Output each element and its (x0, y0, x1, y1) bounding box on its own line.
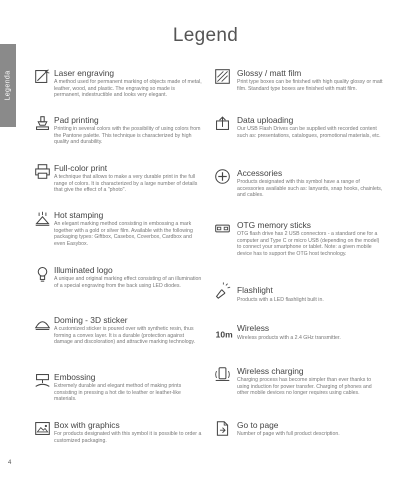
page-number: 4 (8, 460, 12, 466)
legend-entry-box-with-graphics (34, 420, 209, 454)
entry-description: Products with a LED flashlight built in. (237, 297, 324, 303)
legend-entry-glossy-matt-film (214, 68, 389, 108)
entry-description: A technique that allows to make a very durable print in the full range of colors. It is characterized by a large number of details that give the effect of a "photo". (54, 174, 198, 194)
entry-description: An elegant marking method consisting in embossing a mark together with a gold or silver film. Available with the following packaging types: Giftbox, Casebox, Coverbox, Cardbox and even Easybox. (54, 221, 193, 247)
data-uploading-icon (214, 115, 231, 132)
legend-entry-accessories (214, 168, 389, 208)
legend-entry-laser-engraving (34, 68, 209, 108)
flashlight-icon (214, 282, 231, 299)
entry-title: Flashlight (237, 285, 273, 295)
entry-title: Full-color print (54, 163, 108, 173)
entry-title: Data uploading (237, 115, 294, 125)
legend-entry-wireless (214, 323, 389, 351)
side-tab (0, 44, 16, 127)
entry-title: Go to page (237, 420, 279, 430)
entry-title: Wireless charging (237, 366, 304, 376)
legend-entry-full-color-print (34, 163, 209, 203)
legend-entry-wireless-charging (214, 366, 389, 406)
entry-description: A unique and original marking effect consisting of an illumination of a special engraving from the back using LED diodes. (54, 276, 202, 289)
doming-icon (34, 315, 51, 332)
entry-title: Pad printing (54, 115, 99, 125)
entry-description: Number of page with full product description. (237, 431, 340, 437)
side-tab-label: Legenda (4, 70, 12, 101)
laser-engraving-icon (34, 68, 51, 85)
entry-description: Our USB Flash Drives can be supplied with recorded content such as: presentations, catalogues, promotional materials, etc. (237, 126, 381, 139)
box-with-graphics-icon (34, 420, 51, 437)
glossy-matt-film-icon (214, 68, 231, 85)
illuminated-logo-icon (34, 265, 51, 282)
entry-description: Print type boxes can be finished with high quality glossy or matt film. Standard type boxes are finished with matt film. (237, 79, 383, 92)
wireless-10m-icon (214, 323, 236, 340)
pad-printing-icon (34, 115, 51, 132)
legend-entry-embossing (34, 372, 209, 412)
accessories-plus-icon (214, 168, 231, 185)
legend-entry-data-uploading (214, 115, 389, 155)
legend-entry-illuminated-logo (34, 265, 209, 305)
legend-entry-flashlight (214, 282, 389, 308)
entry-description: Charging process has become simpler than ever thanks to using induction for power transfer. Charging of phones and other mobile devices no longer requires using cables. (237, 377, 372, 397)
entry-description: OTG flash drive has 2 USB connectors - a standard one for a computer and Type C or micro USB (depending on the model) to connect your smartphone or tablet. Note: a given mobile device has to support the OTG host technology. (237, 231, 380, 257)
entry-title: Laser engraving (54, 68, 115, 78)
wireless-charging-icon (214, 366, 231, 383)
go-to-page-icon (214, 420, 231, 437)
entry-title: OTG memory sticks (237, 220, 311, 230)
legend-entry-otg-memory-sticks (214, 220, 389, 270)
entry-title: Embossing (54, 372, 96, 382)
entry-title: Hot stamping (54, 210, 104, 220)
entry-description: For products designated with this symbol it is possible to order a customized packaging. (54, 431, 202, 444)
entry-description: Extremely durable and elegant method of making prints consisting in pressing a hot die to leather or leather-like materials. (54, 383, 182, 403)
legend-entry-go-to-page (214, 420, 389, 450)
entry-description: A customized sticker is poured over with synthetic resin, thus forming a convex layer. It is a durable (protection against damage and discoloration) and attractive marking technology. (54, 326, 196, 346)
entry-title: Box with graphics (54, 420, 120, 430)
wireless-range-label: 10m (215, 329, 233, 340)
full-color-print-icon (34, 163, 51, 180)
entry-title: Wireless (237, 323, 270, 333)
entry-title: Doming - 3D sticker (54, 315, 128, 325)
entry-title: Glossy / matt film (237, 68, 302, 78)
entry-title: Accessories (237, 168, 283, 178)
entry-description: Products designated with this symbol have a range of accessories available such as: lanyards, snap hooks, chainlets, and cables. (237, 179, 383, 199)
legend-entry-doming-3d-sticker (34, 315, 209, 361)
entry-description: Wireless products with a 2.4 GHz transmitter. (237, 335, 341, 341)
entry-title: Illuminated logo (54, 265, 113, 275)
legend-entry-pad-printing (34, 115, 209, 155)
embossing-icon (34, 372, 51, 389)
otg-memory-stick-icon (214, 220, 231, 237)
hot-stamping-icon (34, 210, 51, 227)
entry-description: Printing in several colors with the possibility of using colors from the Pantone palette. This technique is characterized by high quality and durability. (54, 126, 201, 146)
page-title: Legend (172, 25, 239, 46)
legend-entry-hot-stamping (34, 210, 209, 254)
entry-description: A method used for permanent marking of objects made of metal, leather, wood, and plastic. The engraving so made is permanent, indestructible and looks very elegant. (54, 79, 202, 99)
